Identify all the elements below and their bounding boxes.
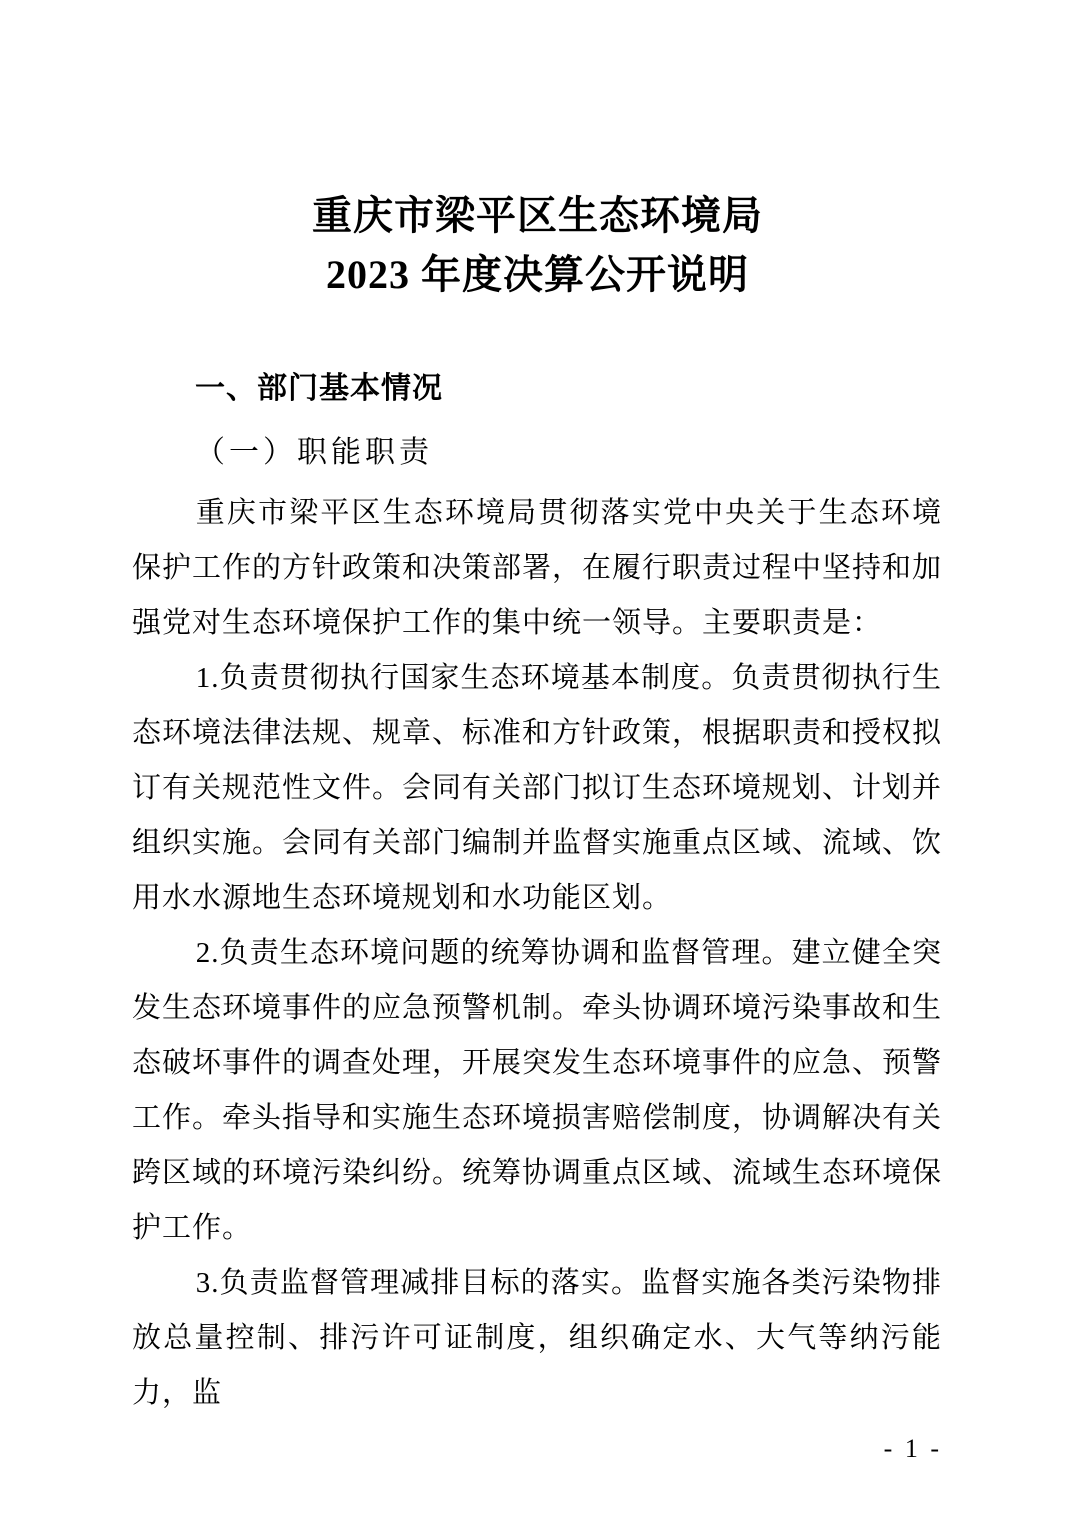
paragraph-block bbox=[132, 486, 942, 1421]
paragraph-duty-1: 1.负责贯彻执行国家生态环境基本制度。负责贯彻执行生态环境法律法规、规章、标准和方针政策，根据职责和授权拟订有关规范性文件。会同有关部门拟订生态环境规划、计划并组织实施。会同有关部门编制并监督实施重点区域、流域、饮用水水源地生态环境规划和水功能区划。 bbox=[132, 662, 943, 914]
document-title-line2: 2023 年度决算公开说明 bbox=[326, 252, 749, 297]
document-body bbox=[132, 368, 942, 1421]
document-title-line1: 重庆市梁平区生态环境局 bbox=[312, 193, 763, 238]
page-number: - 1 - bbox=[883, 1434, 942, 1463]
section-heading: 一、部门基本情况 bbox=[195, 372, 443, 405]
paragraph-duty-2: 2.负责生态环境问题的统筹协调和监督管理。建立健全突发生态环境事件的应急预警机制。牵头协调环境污染事故和生态破坏事件的调查处理，开展突发生态环境事件的应急、预警工作。牵头指导和实施生态环境损害赔偿制度，协调解决有关跨区域的环境污染纠纷。统筹协调重点区域、流域生态环境保护工作。 bbox=[132, 937, 943, 1244]
paragraph-intro: 重庆市梁平区生态环境局贯彻落实党中央关于生态环境保护工作的方针政策和决策部署，在履行职责过程中坚持和加强党对生态环境保护工作的集中统一领导。主要职责是： bbox=[132, 497, 943, 639]
paragraph-duty-3: 3.负责监督管理减排目标的落实。监督实施各类污染物排放总量控制、排污许可证制度，组织确定水、大气等纳污能力，监 bbox=[132, 1267, 942, 1409]
subsection-heading: （一）职能职责 bbox=[195, 436, 433, 469]
document-title bbox=[0, 186, 1075, 304]
